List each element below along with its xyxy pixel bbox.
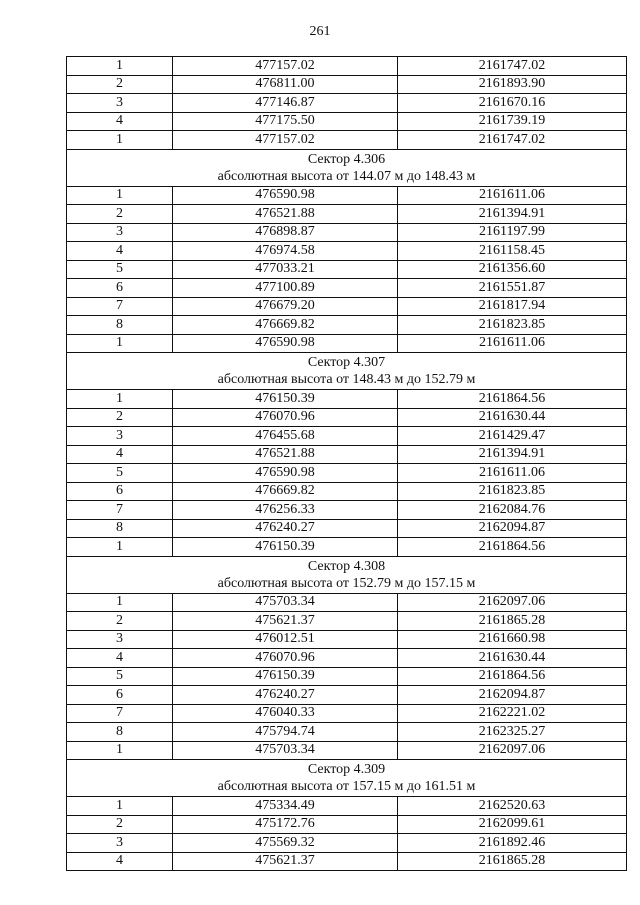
x-coordinate-cell: 476521.88 [173, 445, 398, 464]
sector-header-row [67, 556, 627, 593]
y-coordinate-cell: 2162084.76 [398, 501, 627, 520]
point-number-cell: 2 [67, 205, 173, 224]
point-number-cell: 1 [67, 186, 173, 205]
x-coordinate-cell: 475794.74 [173, 723, 398, 742]
point-number-cell: 3 [67, 834, 173, 853]
point-number-cell: 7 [67, 501, 173, 520]
sector-title: Сектор 4.308 [307, 558, 386, 574]
y-coordinate-cell: 2161660.98 [398, 630, 627, 649]
table-row [67, 834, 627, 853]
table-row [67, 538, 627, 557]
y-coordinate-cell: 2162094.87 [398, 519, 627, 538]
point-number-cell: 8 [67, 723, 173, 742]
y-coordinate-cell: 2161747.02 [398, 57, 627, 76]
point-number-cell: 4 [67, 852, 173, 871]
table-row [67, 815, 627, 834]
y-coordinate-cell: 2162520.63 [398, 797, 627, 816]
point-number-cell: 6 [67, 279, 173, 298]
page-number: 261 [309, 24, 331, 39]
y-coordinate-cell: 2161823.85 [398, 316, 627, 335]
y-coordinate-cell: 2161739.19 [398, 112, 627, 131]
table-row [67, 797, 627, 816]
sector-header-row [67, 760, 627, 797]
y-coordinate-cell: 2161864.56 [398, 390, 627, 409]
sector-header-row [67, 149, 627, 186]
point-number-cell: 5 [67, 667, 173, 686]
sector-title: Сектор 4.307 [307, 355, 386, 370]
table-row [67, 686, 627, 705]
x-coordinate-cell: 476040.33 [173, 704, 398, 723]
x-coordinate-cell: 476811.00 [173, 75, 398, 94]
sector-title: Сектор 4.309 [307, 762, 386, 777]
y-coordinate-cell: 2161611.06 [398, 186, 627, 205]
x-coordinate-cell: 476590.98 [173, 334, 398, 353]
y-coordinate-cell: 2161864.56 [398, 667, 627, 686]
table-row [67, 723, 627, 742]
x-coordinate-cell: 475569.32 [173, 834, 398, 853]
y-coordinate-cell: 2161429.47 [398, 427, 627, 446]
sector-header [67, 556, 627, 593]
sector-header [67, 760, 627, 797]
table-row [67, 260, 627, 279]
point-number-cell: 1 [67, 390, 173, 409]
x-coordinate-cell: 476590.98 [173, 464, 398, 483]
y-coordinate-cell: 2162221.02 [398, 704, 627, 723]
y-coordinate-cell: 2161893.90 [398, 75, 627, 94]
y-coordinate-cell: 2161197.99 [398, 223, 627, 242]
y-coordinate-cell: 2161394.91 [398, 205, 627, 224]
point-number-cell: 5 [67, 260, 173, 279]
sector-title: Сектор 4.306 [307, 151, 386, 167]
y-coordinate-cell: 2162325.27 [398, 723, 627, 742]
x-coordinate-cell: 476240.27 [173, 519, 398, 538]
y-coordinate-cell: 2161611.06 [398, 334, 627, 353]
x-coordinate-cell: 476070.96 [173, 649, 398, 668]
table-row [67, 741, 627, 760]
x-coordinate-cell: 475621.37 [173, 852, 398, 871]
point-number-cell: 1 [67, 131, 173, 150]
y-coordinate-cell: 2161864.56 [398, 538, 627, 557]
table-row [67, 519, 627, 538]
table-row [67, 297, 627, 316]
x-coordinate-cell: 476669.82 [173, 482, 398, 501]
table-row [67, 186, 627, 205]
coordinates-table [66, 56, 627, 871]
y-coordinate-cell: 2161630.44 [398, 408, 627, 427]
x-coordinate-cell: 476150.39 [173, 667, 398, 686]
x-coordinate-cell: 476521.88 [173, 205, 398, 224]
x-coordinate-cell: 476974.58 [173, 242, 398, 261]
sector-header [67, 353, 627, 390]
point-number-cell: 2 [67, 815, 173, 834]
sector-altitude: абсолютная высота от 144.07 м до 148.43 м [217, 168, 476, 184]
table-row [67, 279, 627, 298]
table-row [67, 464, 627, 483]
table-row [67, 57, 627, 76]
y-coordinate-cell: 2161158.45 [398, 242, 627, 261]
table-row [67, 482, 627, 501]
point-number-cell: 4 [67, 445, 173, 464]
y-coordinate-cell: 2161630.44 [398, 649, 627, 668]
y-coordinate-cell: 2161865.28 [398, 612, 627, 631]
x-coordinate-cell: 477157.02 [173, 57, 398, 76]
table-row [67, 501, 627, 520]
x-coordinate-cell: 476150.39 [173, 538, 398, 557]
y-coordinate-cell: 2161356.60 [398, 260, 627, 279]
table-row [67, 630, 627, 649]
y-coordinate-cell: 2162097.06 [398, 593, 627, 612]
point-number-cell: 8 [67, 316, 173, 335]
x-coordinate-cell: 477175.50 [173, 112, 398, 131]
sector-altitude: абсолютная высота от 157.15 м до 161.51 м [217, 779, 476, 794]
y-coordinate-cell: 2161892.46 [398, 834, 627, 853]
x-coordinate-cell: 476256.33 [173, 501, 398, 520]
x-coordinate-cell: 475334.49 [173, 797, 398, 816]
x-coordinate-cell: 475703.34 [173, 741, 398, 760]
table-row [67, 408, 627, 427]
y-coordinate-cell: 2161670.16 [398, 94, 627, 113]
point-number-cell: 3 [67, 427, 173, 446]
table-row [67, 112, 627, 131]
point-number-cell: 3 [67, 223, 173, 242]
y-coordinate-cell: 2161823.85 [398, 482, 627, 501]
table-row [67, 75, 627, 94]
table-row [67, 427, 627, 446]
x-coordinate-cell: 476898.87 [173, 223, 398, 242]
y-coordinate-cell: 2162097.06 [398, 741, 627, 760]
sector-header-row [67, 353, 627, 390]
table-row [67, 131, 627, 150]
point-number-cell: 7 [67, 704, 173, 723]
y-coordinate-cell: 2161747.02 [398, 131, 627, 150]
point-number-cell: 2 [67, 75, 173, 94]
table-row [67, 205, 627, 224]
point-number-cell: 5 [67, 464, 173, 483]
point-number-cell: 3 [67, 630, 173, 649]
point-number-cell: 1 [67, 593, 173, 612]
table-row [67, 316, 627, 335]
point-number-cell: 2 [67, 612, 173, 631]
table-row [67, 94, 627, 113]
x-coordinate-cell: 477157.02 [173, 131, 398, 150]
x-coordinate-cell: 476012.51 [173, 630, 398, 649]
x-coordinate-cell: 476679.20 [173, 297, 398, 316]
point-number-cell: 7 [67, 297, 173, 316]
point-number-cell: 4 [67, 649, 173, 668]
table-row [67, 667, 627, 686]
table-row [67, 334, 627, 353]
x-coordinate-cell: 477146.87 [173, 94, 398, 113]
table-row [67, 649, 627, 668]
point-number-cell: 6 [67, 482, 173, 501]
table-row [67, 445, 627, 464]
point-number-cell: 1 [67, 797, 173, 816]
x-coordinate-cell: 477033.21 [173, 260, 398, 279]
table-row [67, 223, 627, 242]
table-row [67, 704, 627, 723]
point-number-cell: 1 [67, 334, 173, 353]
y-coordinate-cell: 2161551.87 [398, 279, 627, 298]
x-coordinate-cell: 476240.27 [173, 686, 398, 705]
x-coordinate-cell: 476150.39 [173, 390, 398, 409]
y-coordinate-cell: 2161817.94 [398, 297, 627, 316]
point-number-cell: 1 [67, 741, 173, 760]
y-coordinate-cell: 2161394.91 [398, 445, 627, 464]
x-coordinate-cell: 476455.68 [173, 427, 398, 446]
point-number-cell: 8 [67, 519, 173, 538]
sector-altitude: абсолютная высота от 148.43 м до 152.79 м [217, 372, 476, 387]
y-coordinate-cell: 2161865.28 [398, 852, 627, 871]
point-number-cell: 3 [67, 94, 173, 113]
sector-altitude: абсолютная высота от 152.79 м до 157.15 м [217, 575, 476, 591]
table-row [67, 612, 627, 631]
x-coordinate-cell: 476590.98 [173, 186, 398, 205]
x-coordinate-cell: 477100.89 [173, 279, 398, 298]
sector-header [67, 149, 627, 186]
x-coordinate-cell: 476669.82 [173, 316, 398, 335]
y-coordinate-cell: 2162099.61 [398, 815, 627, 834]
x-coordinate-cell: 476070.96 [173, 408, 398, 427]
x-coordinate-cell: 475172.76 [173, 815, 398, 834]
x-coordinate-cell: 475621.37 [173, 612, 398, 631]
x-coordinate-cell: 475703.34 [173, 593, 398, 612]
point-number-cell: 6 [67, 686, 173, 705]
table-row [67, 390, 627, 409]
point-number-cell: 2 [67, 408, 173, 427]
table-row [67, 593, 627, 612]
point-number-cell: 1 [67, 538, 173, 557]
point-number-cell: 4 [67, 112, 173, 131]
point-number-cell: 1 [67, 57, 173, 76]
y-coordinate-cell: 2162094.87 [398, 686, 627, 705]
coordinates-table-body [67, 57, 627, 871]
y-coordinate-cell: 2161611.06 [398, 464, 627, 483]
table-row [67, 242, 627, 261]
point-number-cell: 4 [67, 242, 173, 261]
table-row [67, 852, 627, 871]
